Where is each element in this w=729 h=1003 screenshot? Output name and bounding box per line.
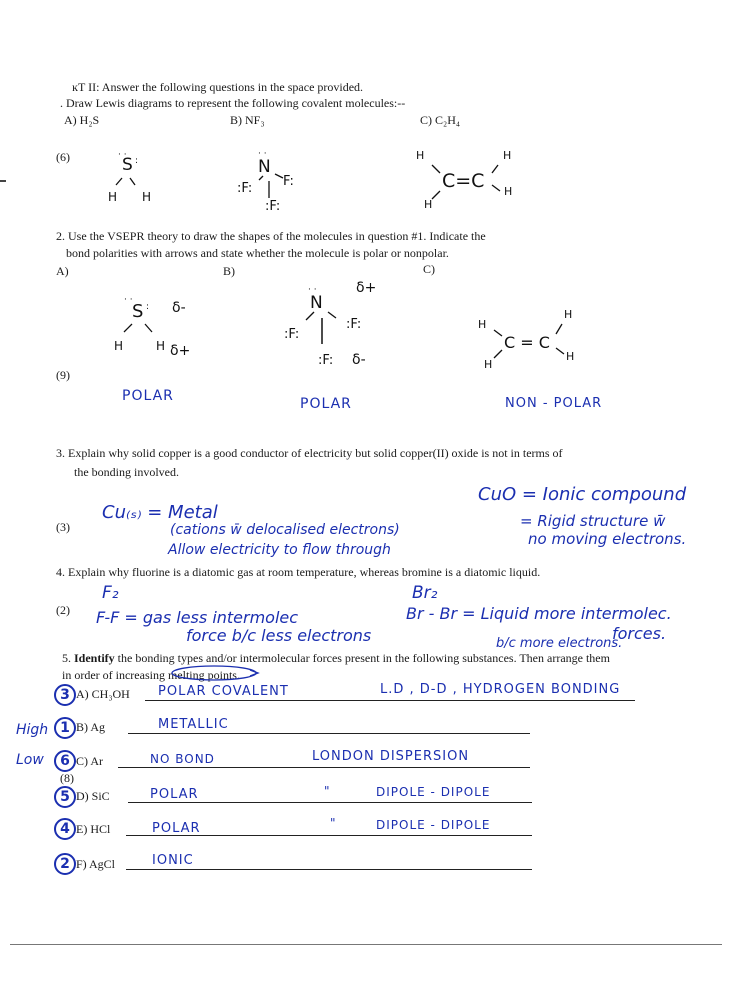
side-label-high: High [16, 722, 49, 738]
q3-hw-cuo-line2: = Rigid structure w̄ [520, 512, 666, 530]
q1-option-b: B) NF₃ [230, 113, 265, 127]
q5-prompt-rest: the bonding types and/or intermolecular forces present in the following substances. Then arrange them [114, 651, 610, 665]
q5-item-f-label: F) AgCl [76, 857, 116, 871]
svg-text::F:: :F: [318, 353, 334, 368]
lewis-c2h4-drawing [410, 145, 520, 210]
lewis-nf3-drawing [225, 148, 325, 218]
q5-item-e-bond: POLAR [152, 821, 201, 836]
q5-item-b-blank [128, 732, 530, 734]
rank-circle-e: 4 [54, 818, 76, 840]
q1-prompt: . Draw Lewis diagrams to represent the following covalent molecules:-- [60, 96, 406, 110]
rank-circle-d: 5 [54, 786, 76, 808]
svg-text:H: H [484, 358, 493, 371]
q5-prompt-bold: Identify [74, 651, 115, 665]
svg-text:· ·: · · [258, 149, 267, 159]
q5-item-c-bond: NO BOND [150, 752, 215, 766]
rank-circle-a: 3 [54, 684, 76, 706]
svg-text:H: H [504, 185, 513, 198]
svg-text::F:: :F: [284, 327, 300, 342]
q5-item-e-label: E) HCl [76, 822, 111, 836]
vsepr-h2s-drawing [100, 290, 210, 360]
svg-text:δ+: δ+ [356, 280, 377, 296]
q4-hw-brbr: Br - Br = Liquid more intermolec. [406, 604, 672, 623]
svg-text:N: N [258, 157, 271, 177]
vsepr-c2h4-drawing [470, 302, 590, 372]
svg-text:H: H [564, 308, 573, 321]
rank-circle-b: 1 [54, 717, 76, 739]
svg-text:H: H [478, 318, 487, 331]
q5-item-c-blank [118, 766, 530, 768]
q5-prompt-line2: in order of increasing melting points. [62, 668, 240, 682]
q5-item-a-blank [145, 699, 635, 701]
svg-text:H: H [566, 350, 575, 363]
q1-option-a: A) H₂S [64, 113, 100, 127]
q5-item-e-ditto: " [330, 816, 337, 830]
q1-marks: (6) [56, 150, 70, 164]
q3-hw-cu-line2: (cations w̄ delocalised electrons) [170, 522, 400, 538]
q5-item-d-bond: POLAR [150, 787, 199, 802]
svg-text:H: H [503, 149, 512, 162]
q5-marks: (8) [60, 771, 74, 785]
q4-hw-ff-line2: force b/c less electrons [186, 626, 372, 645]
q4-hw-br2: Br₂ [412, 583, 438, 603]
melting-points-annotation [170, 664, 260, 682]
svg-text:N: N [310, 293, 323, 313]
svg-text::F:: :F: [346, 317, 362, 332]
svg-text:δ-: δ- [352, 352, 366, 368]
svg-text:δ-: δ- [172, 300, 186, 316]
q5-item-b-label: B) Ag [76, 720, 106, 734]
svg-text:C=C: C=C [442, 170, 485, 192]
q5-item-f-bond: IONIC [152, 853, 194, 868]
svg-text:S: S [132, 301, 144, 322]
q4-marks: (2) [56, 603, 70, 617]
q3-hw-cu-line3: Allow electricity to flow through [168, 542, 391, 558]
q1-option-c: C) C₂H₄ [420, 113, 461, 127]
q4-prompt: 4. Explain why fluorine is a diatomic gas at room temperature, whereas bromine is a diatomic liquid. [56, 565, 541, 579]
q2-label-c: C) [423, 262, 435, 276]
q5-item-d-forces: DIPOLE - DIPOLE [376, 785, 491, 799]
q2-answer-b: POLAR [300, 396, 352, 412]
q4-hw-f2: F₂ [102, 583, 119, 603]
q5-item-c-label: C) Ar [76, 754, 103, 768]
q5-item-a-label: A) CH₃OH [76, 687, 130, 701]
bottom-rule [10, 944, 722, 945]
q4-hw-ff: F-F = gas less intermolec [96, 608, 299, 627]
rank-circle-c: 6 [54, 750, 76, 772]
q5-prompt [62, 651, 610, 665]
q5-item-d-label: D) SiC [76, 789, 110, 803]
svg-text:H: H [416, 149, 425, 162]
q5-prompt-prefix: 5. [62, 651, 71, 665]
svg-text:· ·: · · [118, 150, 127, 160]
svg-text::F:: :F: [265, 199, 281, 214]
svg-text:· ·: · · [308, 285, 317, 295]
q3-hw-cuo: CuO = Ionic compound [478, 484, 687, 505]
q5-item-a-forces: L.D , D-D , HYDROGEN BONDING [380, 682, 621, 697]
q5-item-c-forces: LONDON DISPERSION [312, 749, 470, 764]
q2-answer-a: POLAR [122, 388, 174, 404]
q3-marks: (3) [56, 520, 70, 534]
vsepr-nf3-drawing [280, 278, 390, 378]
q3-hw-cu: Cu₍ₛ₎ = Metal [102, 502, 218, 523]
q5-item-d-ditto: " [324, 784, 331, 798]
q2-marks: (9) [56, 368, 70, 382]
q5-item-a-bond: POLAR COVALENT [158, 684, 289, 699]
svg-text:H: H [142, 190, 152, 204]
svg-text:C = C: C = C [504, 333, 550, 352]
q4-hw-brbr-line3: b/c more electrons. [496, 636, 623, 651]
svg-text::F:: :F: [237, 181, 253, 196]
svg-text:H: H [156, 339, 166, 353]
rank-circle-f: 2 [54, 853, 76, 875]
svg-text:F:: F: [283, 174, 294, 189]
q3-hw-cuo-line3: no moving electrons. [528, 530, 687, 548]
left-edge-mark [0, 180, 6, 182]
q3-prompt-line2: the bonding involved. [74, 465, 179, 479]
q4-hw-brbr-line2: forces. [612, 624, 667, 643]
part-header: ĸT II: Answer the following questions in the space provided. [72, 80, 364, 94]
svg-text:S: S [122, 155, 133, 175]
svg-text:δ+: δ+ [170, 343, 191, 359]
svg-text:H: H [114, 339, 124, 353]
svg-text::: : [146, 302, 150, 312]
svg-text:· ·: · · [124, 295, 133, 305]
q2-answer-c: NON - POLAR [505, 396, 603, 411]
q5-item-e-forces: DIPOLE - DIPOLE [376, 818, 491, 832]
svg-text::: : [135, 156, 139, 166]
q2-prompt-line2: bond polarities with arrows and state whether the molecule is polar or nonpolar. [66, 246, 449, 260]
q2-prompt-line1: 2. Use the VSEPR theory to draw the shapes of the molecules in question #1. Indicate the [56, 229, 486, 243]
q5-item-f-blank [126, 868, 532, 870]
side-label-low: Low [16, 752, 44, 768]
q5-item-b-bond: METALLIC [158, 717, 229, 732]
q3-prompt-line1: 3. Explain why solid copper is a good conductor of electricity but solid copper(II) oxide is not in terms of [56, 446, 563, 460]
q2-label-b: B) [223, 264, 235, 278]
lewis-h2s-drawing [100, 148, 170, 208]
svg-text:H: H [108, 190, 118, 204]
q2-label-a: A) [56, 264, 69, 278]
svg-text:H: H [424, 198, 433, 210]
